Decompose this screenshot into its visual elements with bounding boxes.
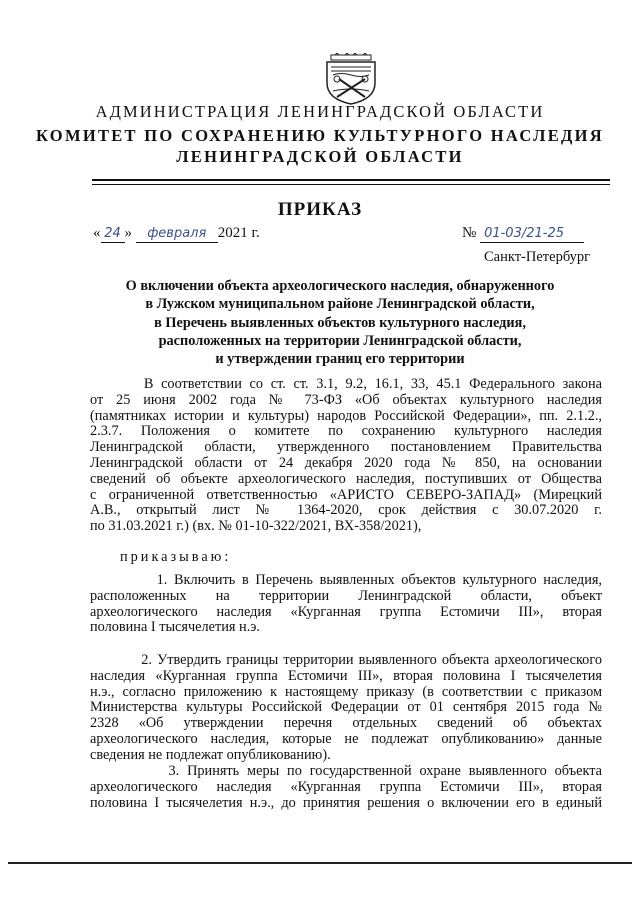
preamble-line: А.В., открытый лист № 1364-2020, срок действия с 30.07.2020 г. xyxy=(90,502,602,519)
header-region: ЛЕНИНГРАДСКОЙ ОБЛАСТИ xyxy=(176,147,464,166)
item-line: археологического наследия «Курганная группа Естомичи III», вторая xyxy=(90,603,602,620)
preamble-line: с ограниченной ответственностью «АРИСТО СЕВЕРО-ЗАПАД» (Мирецкий xyxy=(90,486,602,503)
document-title: ПРИКАЗ xyxy=(277,199,363,220)
order-item-3 xyxy=(90,764,602,811)
date-day-field xyxy=(101,225,125,243)
subject-line: в Перечень выявленных объектов культурного наследия, xyxy=(154,314,526,331)
item-line: н.э., согласно приложению к настоящему приказу (в соответствии с приказом xyxy=(90,683,602,700)
item-line: археологического наследия, которые не подлежат опубликованию» данные xyxy=(90,730,602,747)
subject-line: и утверждении границ его территории xyxy=(215,351,465,368)
preamble-line: сведений об объекте археологического наследия, поступивших от Общества xyxy=(90,470,602,487)
item-line: 3. Принять меры по государственной охране выявленного объекта xyxy=(90,763,602,779)
preamble-line: В соответствии со ст. ст. 3.1, 9.2, 16.1, 33, 45.1 Федерального закона xyxy=(90,376,602,392)
order-subject xyxy=(80,277,600,368)
preamble-line: (памятниках истории и культуры) народов Российской Федерации», пп. 2.1.2., xyxy=(90,407,602,424)
number-field xyxy=(480,225,584,243)
date-close-quote: » xyxy=(124,225,132,241)
item-line: 1. Включить в Перечень выявленных объектов культурного наследия, xyxy=(90,572,602,588)
date-open-quote: « xyxy=(93,225,101,241)
order-item-1 xyxy=(90,573,602,636)
order-date xyxy=(93,225,260,243)
preamble-line: от 25 июня 2002 года № 73-ФЗ «Об объектах культурного наследия xyxy=(90,391,602,408)
number-label: № xyxy=(462,225,477,241)
date-day: 24 xyxy=(104,226,121,241)
city: Санкт-Петербург xyxy=(484,249,591,265)
item-line: Министерства культуры Российской Федерации от 01 сентября 2015 года № xyxy=(90,699,602,716)
date-year: 2021 г. xyxy=(217,225,260,241)
preamble-line: Ленинградской области от 24 декабря 2020 года № 850, на основании xyxy=(90,454,602,471)
subject-line: в Лужском муниципальном районе Ленинградской области, xyxy=(145,296,535,313)
header-divider-thin xyxy=(92,184,610,185)
date-month: февраля xyxy=(147,226,207,241)
prikazyvayu-statement: приказываю: xyxy=(120,549,232,565)
item-line: 2. Утвердить границы территории выявленного объекта археологического xyxy=(90,652,602,668)
item-line: археологического наследия «Курганная группа Естомичи III», вторая xyxy=(90,778,602,795)
item-line: сведения не подлежат опубликованию). xyxy=(90,746,331,763)
page-bottom-edge xyxy=(8,862,632,864)
subject-line: расположенных на территории Ленинградской области, xyxy=(158,332,522,349)
item-line: расположенных на территории Ленинградской области, объект xyxy=(90,587,602,604)
item-line: половина I тысячелетия н.э. xyxy=(90,619,260,636)
preamble-paragraph xyxy=(90,377,602,535)
item-line: 2328 «Об утверждении перечня отдельных сведений об объектах xyxy=(90,715,602,732)
subject-line: О включении объекта археологического наследия, обнаруженного xyxy=(125,278,555,294)
preamble-line: 2.3.7. Положения о комитете по сохранению культурного наследия xyxy=(90,423,602,440)
item-line: наследия «Курганная группа Естомичи III», вторая половина I тысячелетия xyxy=(90,667,602,684)
header-administration: АДМИНИСТРАЦИЯ ЛЕНИНГРАДСКОЙ ОБЛАСТИ xyxy=(95,102,545,121)
header-committee: КОМИТЕТ ПО СОХРАНЕНИЮ КУЛЬТУРНОГО НАСЛЕДИЯ xyxy=(35,126,605,145)
number-value: 01-03/21-25 xyxy=(484,226,564,241)
order-item-2 xyxy=(90,653,602,764)
coat-of-arms-emblem xyxy=(323,53,379,105)
order-number xyxy=(462,225,584,243)
header-divider-thick xyxy=(92,179,610,181)
preamble-line: по 31.03.2021 г.) (вх. № 01-10-322/2021, ВХ-358/2021), xyxy=(90,518,422,535)
preamble-line: Ленинградской области, утвержденного постановлением Правительства xyxy=(90,439,602,456)
item-line: половина I тысячелетия н.э., до принятия решения о включении его в единый xyxy=(90,794,602,811)
date-month-field xyxy=(136,225,218,243)
